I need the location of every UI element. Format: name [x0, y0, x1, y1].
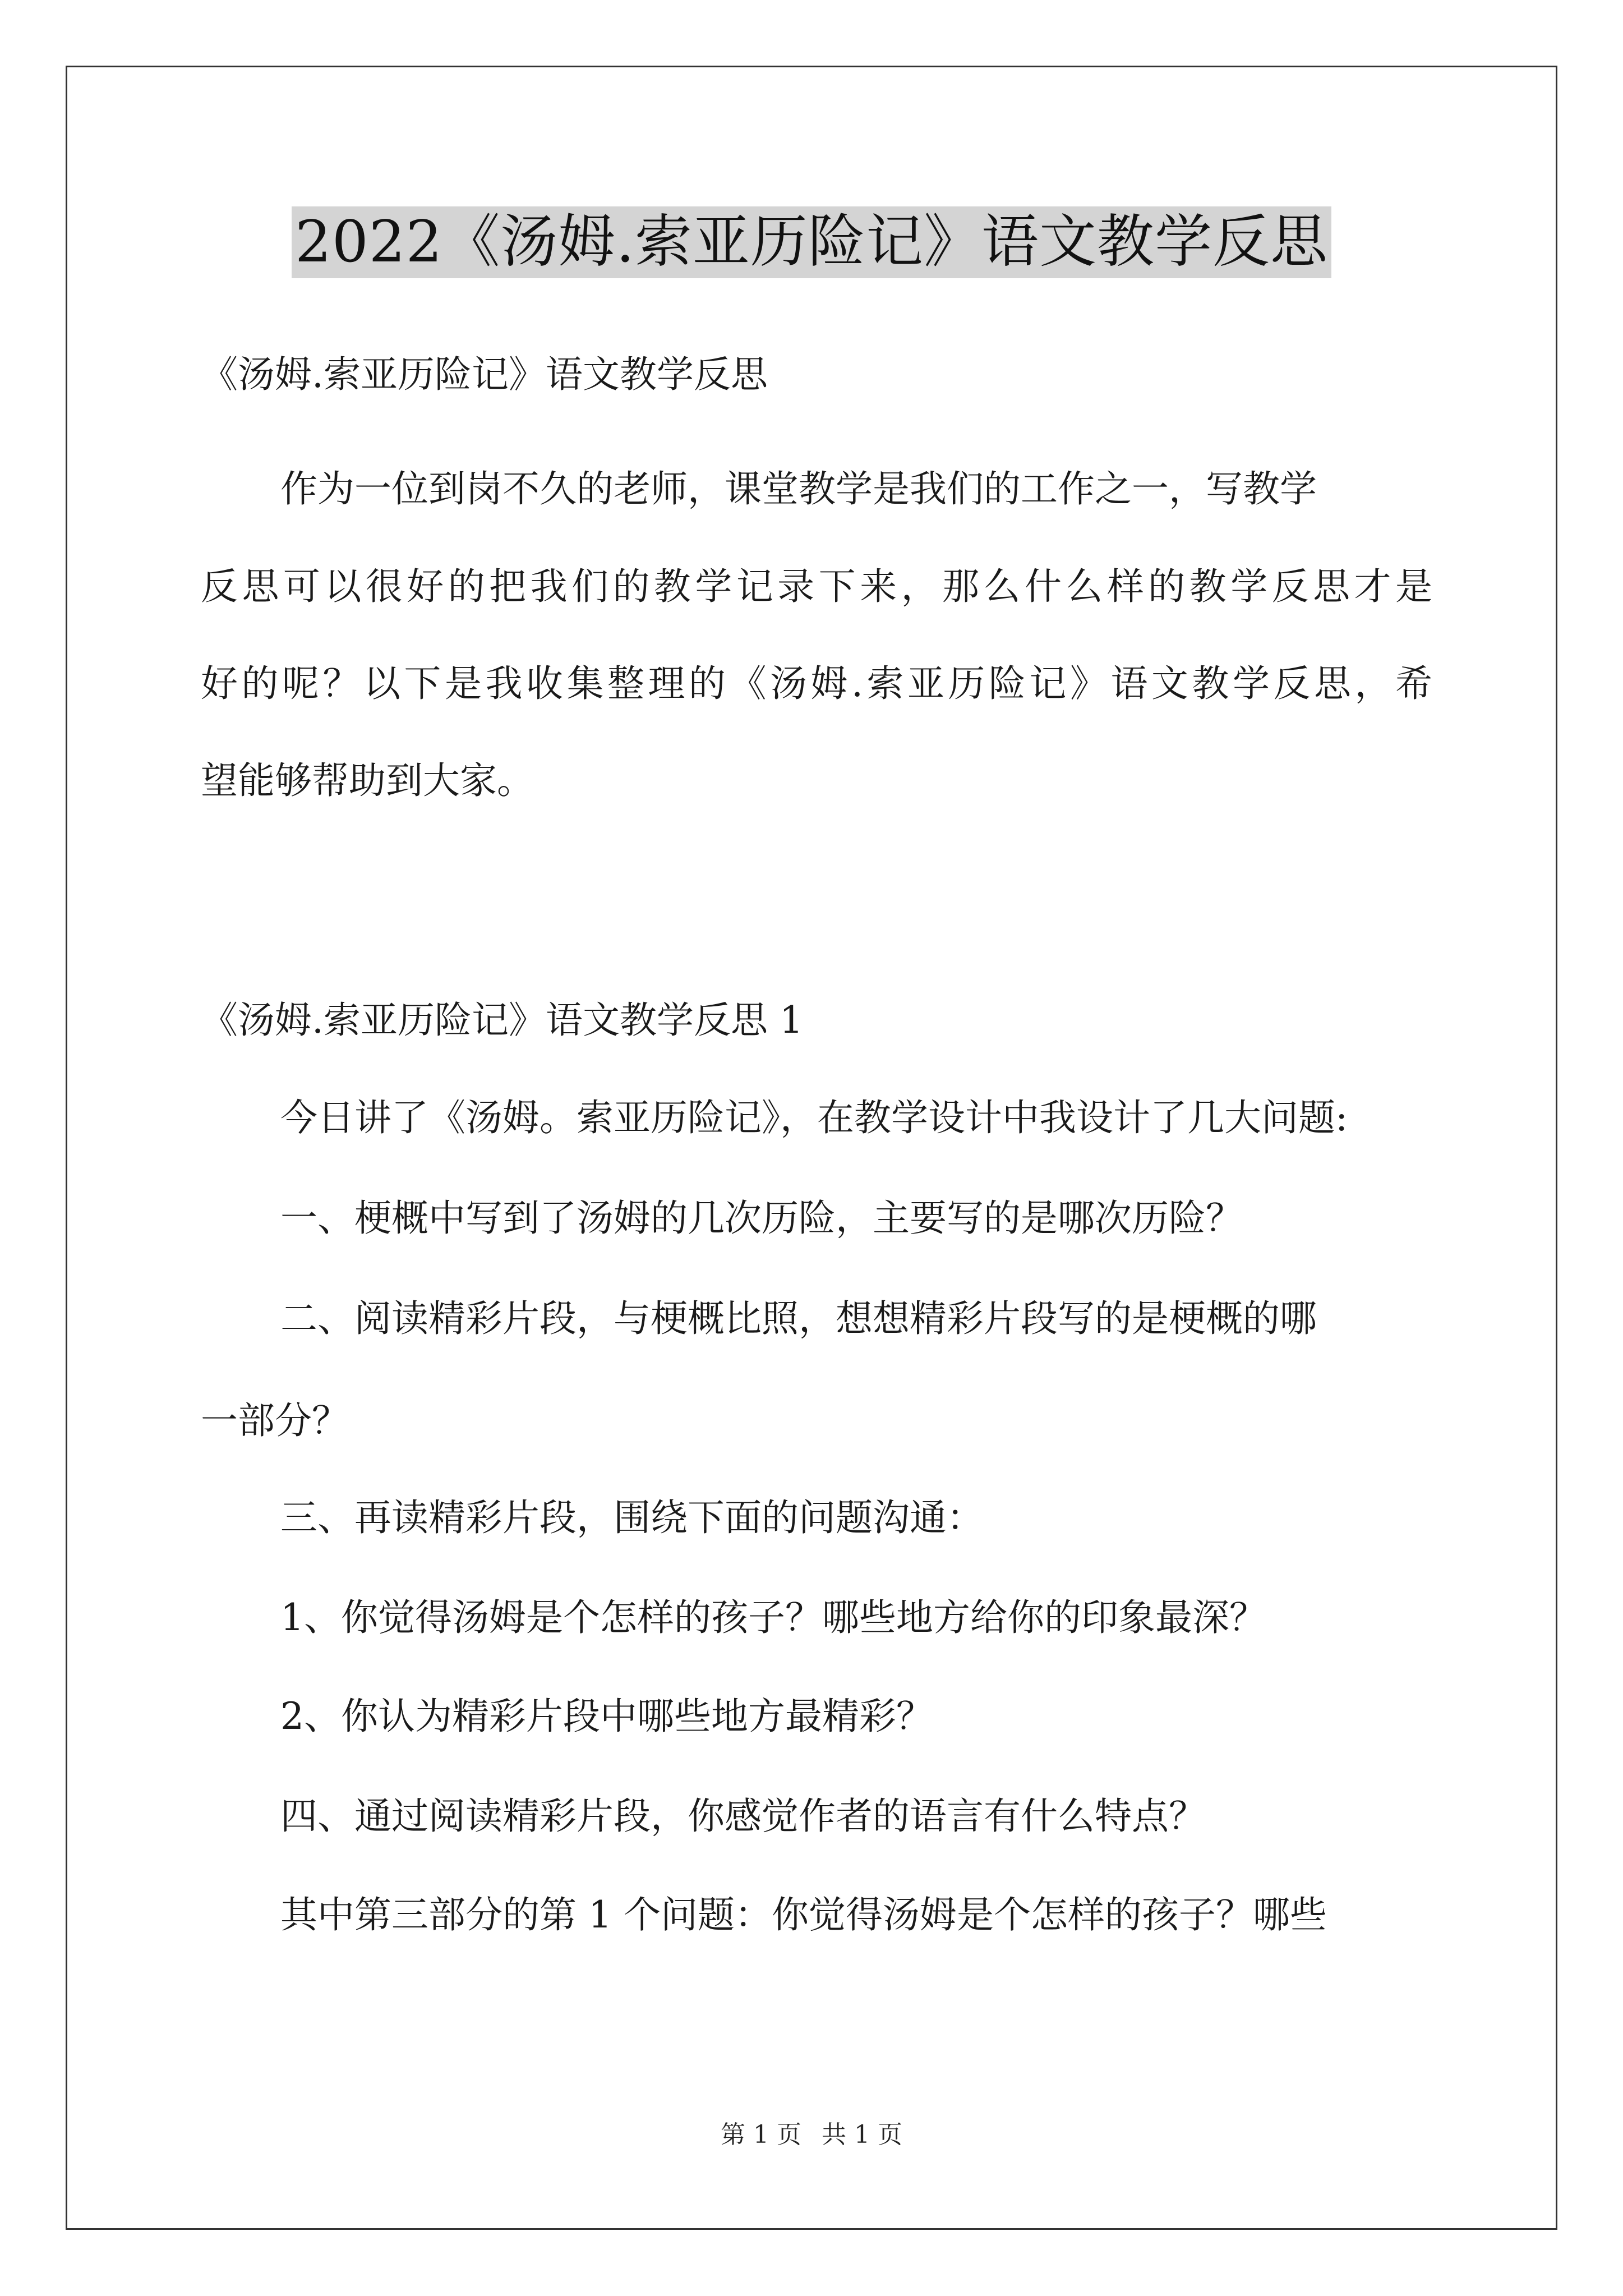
- page-number: 第 1 页: [721, 2120, 801, 2149]
- paragraph-line: 望能够帮助到大家。: [201, 759, 534, 802]
- paragraph-line: 今日讲了《汤姆。索亚历险记》，在教学设计中我设计了几大问题:: [280, 1096, 1348, 1139]
- paragraph-line: 好的呢？以下是我收集整理的《汤姆.索亚历险记》语文教学反思，希: [201, 662, 1432, 705]
- paragraph-line: 2、你认为精彩片段中哪些地方最精彩？: [280, 1695, 933, 1738]
- page-footer: [0, 2119, 1623, 2151]
- paragraph-line: 其中第三部分的第 1 个问题：你觉得汤姆是个怎样的孩子？哪些: [280, 1893, 1327, 1936]
- document-title: 2022《汤姆.索亚历险记》语文教学反思: [292, 206, 1331, 278]
- section-heading: 《汤姆.索亚历险记》语文教学反思 1: [201, 999, 803, 1042]
- subtitle-line: 《汤姆.索亚历险记》语文教学反思: [201, 353, 768, 396]
- page-total: 共 1 页: [822, 2120, 902, 2149]
- paragraph-line: 一部分？: [201, 1399, 349, 1442]
- title-container: [0, 206, 1623, 278]
- paragraph-line: 一、梗概中写到了汤姆的几次历险，主要写的是哪次历险？: [280, 1197, 1243, 1240]
- paragraph-line: 四、通过阅读精彩片段，你感觉作者的语言有什么特点？: [280, 1795, 1206, 1838]
- paragraph-line: 三、再读精彩片段，围绕下面的问题沟通：: [280, 1496, 984, 1539]
- paragraph-line: 反思可以很好的把我们的教学记录下来，那么什么样的教学反思才是: [201, 565, 1432, 608]
- paragraph-line: 1、你觉得汤姆是个怎样的孩子？哪些地方给你的印象最深？: [280, 1596, 1266, 1639]
- paragraph-line: 二、阅读精彩片段，与梗概比照，想想精彩片段写的是梗概的哪: [280, 1297, 1317, 1340]
- paragraph-line: 作为一位到岗不久的老师，课堂教学是我们的工作之一，写教学: [280, 467, 1317, 510]
